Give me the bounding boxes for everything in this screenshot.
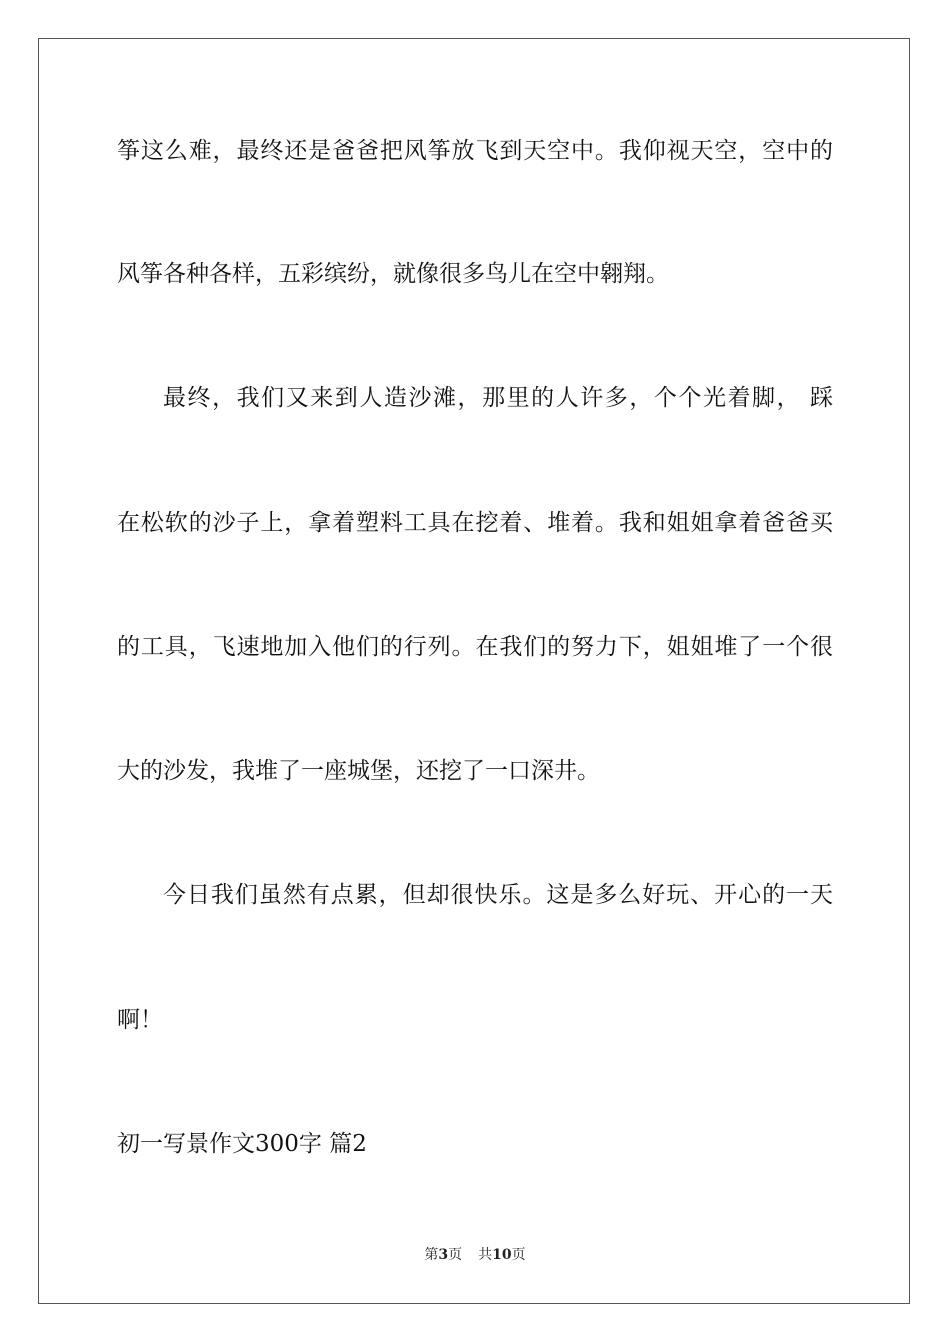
paragraph-line: 风筝各种各样，五彩缤纷，就像很多鸟儿在空中翱翔。 [117,261,669,287]
section-heading: 初一写景作文300字 篇2 [117,1131,367,1157]
total-prefix: 共 [478,1247,493,1263]
total-page-number: 10 [492,1247,512,1263]
page-prefix: 第 [424,1247,439,1263]
total-unit: 页 [511,1247,526,1263]
paragraph-line: 的工具，飞速地加入他们的行列。在我们的努力下，姐姐堆了一个很 [117,634,833,660]
paragraph-line: 在松软的沙子上，拿着塑料工具在挖着、堆着。我和姐姐拿着爸爸买 [117,510,833,536]
paragraph-line: 啊！ [117,1007,163,1033]
page-unit: 页 [448,1247,463,1263]
paragraph-line: 最终，我们又来到人造沙滩，那里的人许多，个个光着脚， 踩 [163,385,833,411]
paragraph-line: 筝这么难，最终还是爸爸把风筝放飞到天空中。我仰视天空，空中的 [117,138,833,164]
page-border [38,38,910,1304]
current-page-number: 3 [438,1247,449,1263]
paragraph-line: 大的沙发，我堆了一座城堡，还挖了一口深井。 [117,758,600,784]
paragraph-line: 今日我们虽然有点累，但却很快乐。这是多么好玩、开心的一天 [163,882,833,908]
page-footer [0,1246,950,1264]
